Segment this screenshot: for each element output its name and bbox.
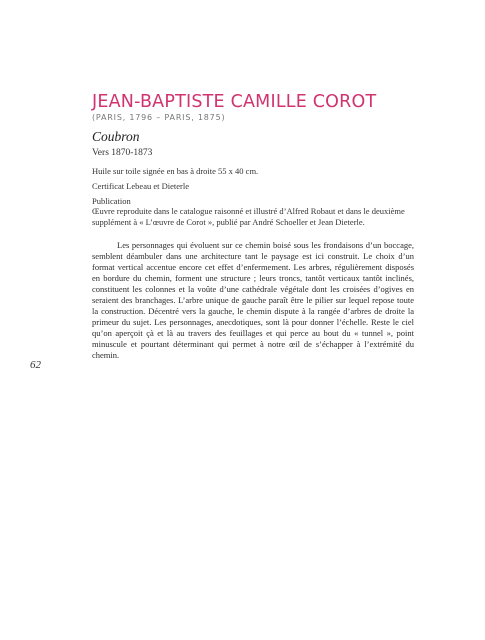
artwork-date: Vers 1870-1873 [92,148,153,158]
artwork-title: Coubron [92,129,140,144]
page-number: 62 [30,359,41,371]
artist-dates: (PARIS, 1796 – PARIS, 1875) [92,113,226,122]
publication-text: Œuvre reproduite dans le catalogue raisonné et illustré d’Alfred Robaut et dans le deuxième supplément à « L’œuvre de Corot », publié par André Schoeller et Jean Dieterle. [92,206,405,227]
artwork-certificate: Certificat Lebeau et Dieterle [92,181,189,191]
artwork-medium: Huile sur toile signée en bas à droite 55 x 40 cm. [92,166,259,176]
publication-heading: Publication [92,196,131,206]
artist-name: JEAN-BAPTISTE CAMILLE COROT [92,92,377,112]
description-paragraph: Les personnages qui évoluent sur ce chemin boisé sous les frondaisons d’un boccage, semblent déambuler dans une architecture tant le paysage est ici construit. Le choix d’un format vertical accentue encore cet effet d’enfermement. Les arbres, régulièrement disposés en bordure du chemin, forment une structure ; leurs troncs, tantôt verticaux tantôt inclinés, constituent les colonnes et la voûte d’une cathédrale végétale dont les croisées d’ogives en seraient des branchages. L’arbre unique de gauche paraît être le pilier sur lequel repose toute la construction. Décentré vers la gauche, le chemin dispute à la rangée d’arbres de droite la primeur du sujet. Les personnages, anecdotiques, sont là pour donner l’échelle. Reste le ciel qu’on aperçoit çà et là au travers des feuillages et qui perce au bout du « tunnel », point minuscule et pourtant déterminant qui permet à notre œil de s’échapper à l’extrémité du chemin. [92,240,414,360]
